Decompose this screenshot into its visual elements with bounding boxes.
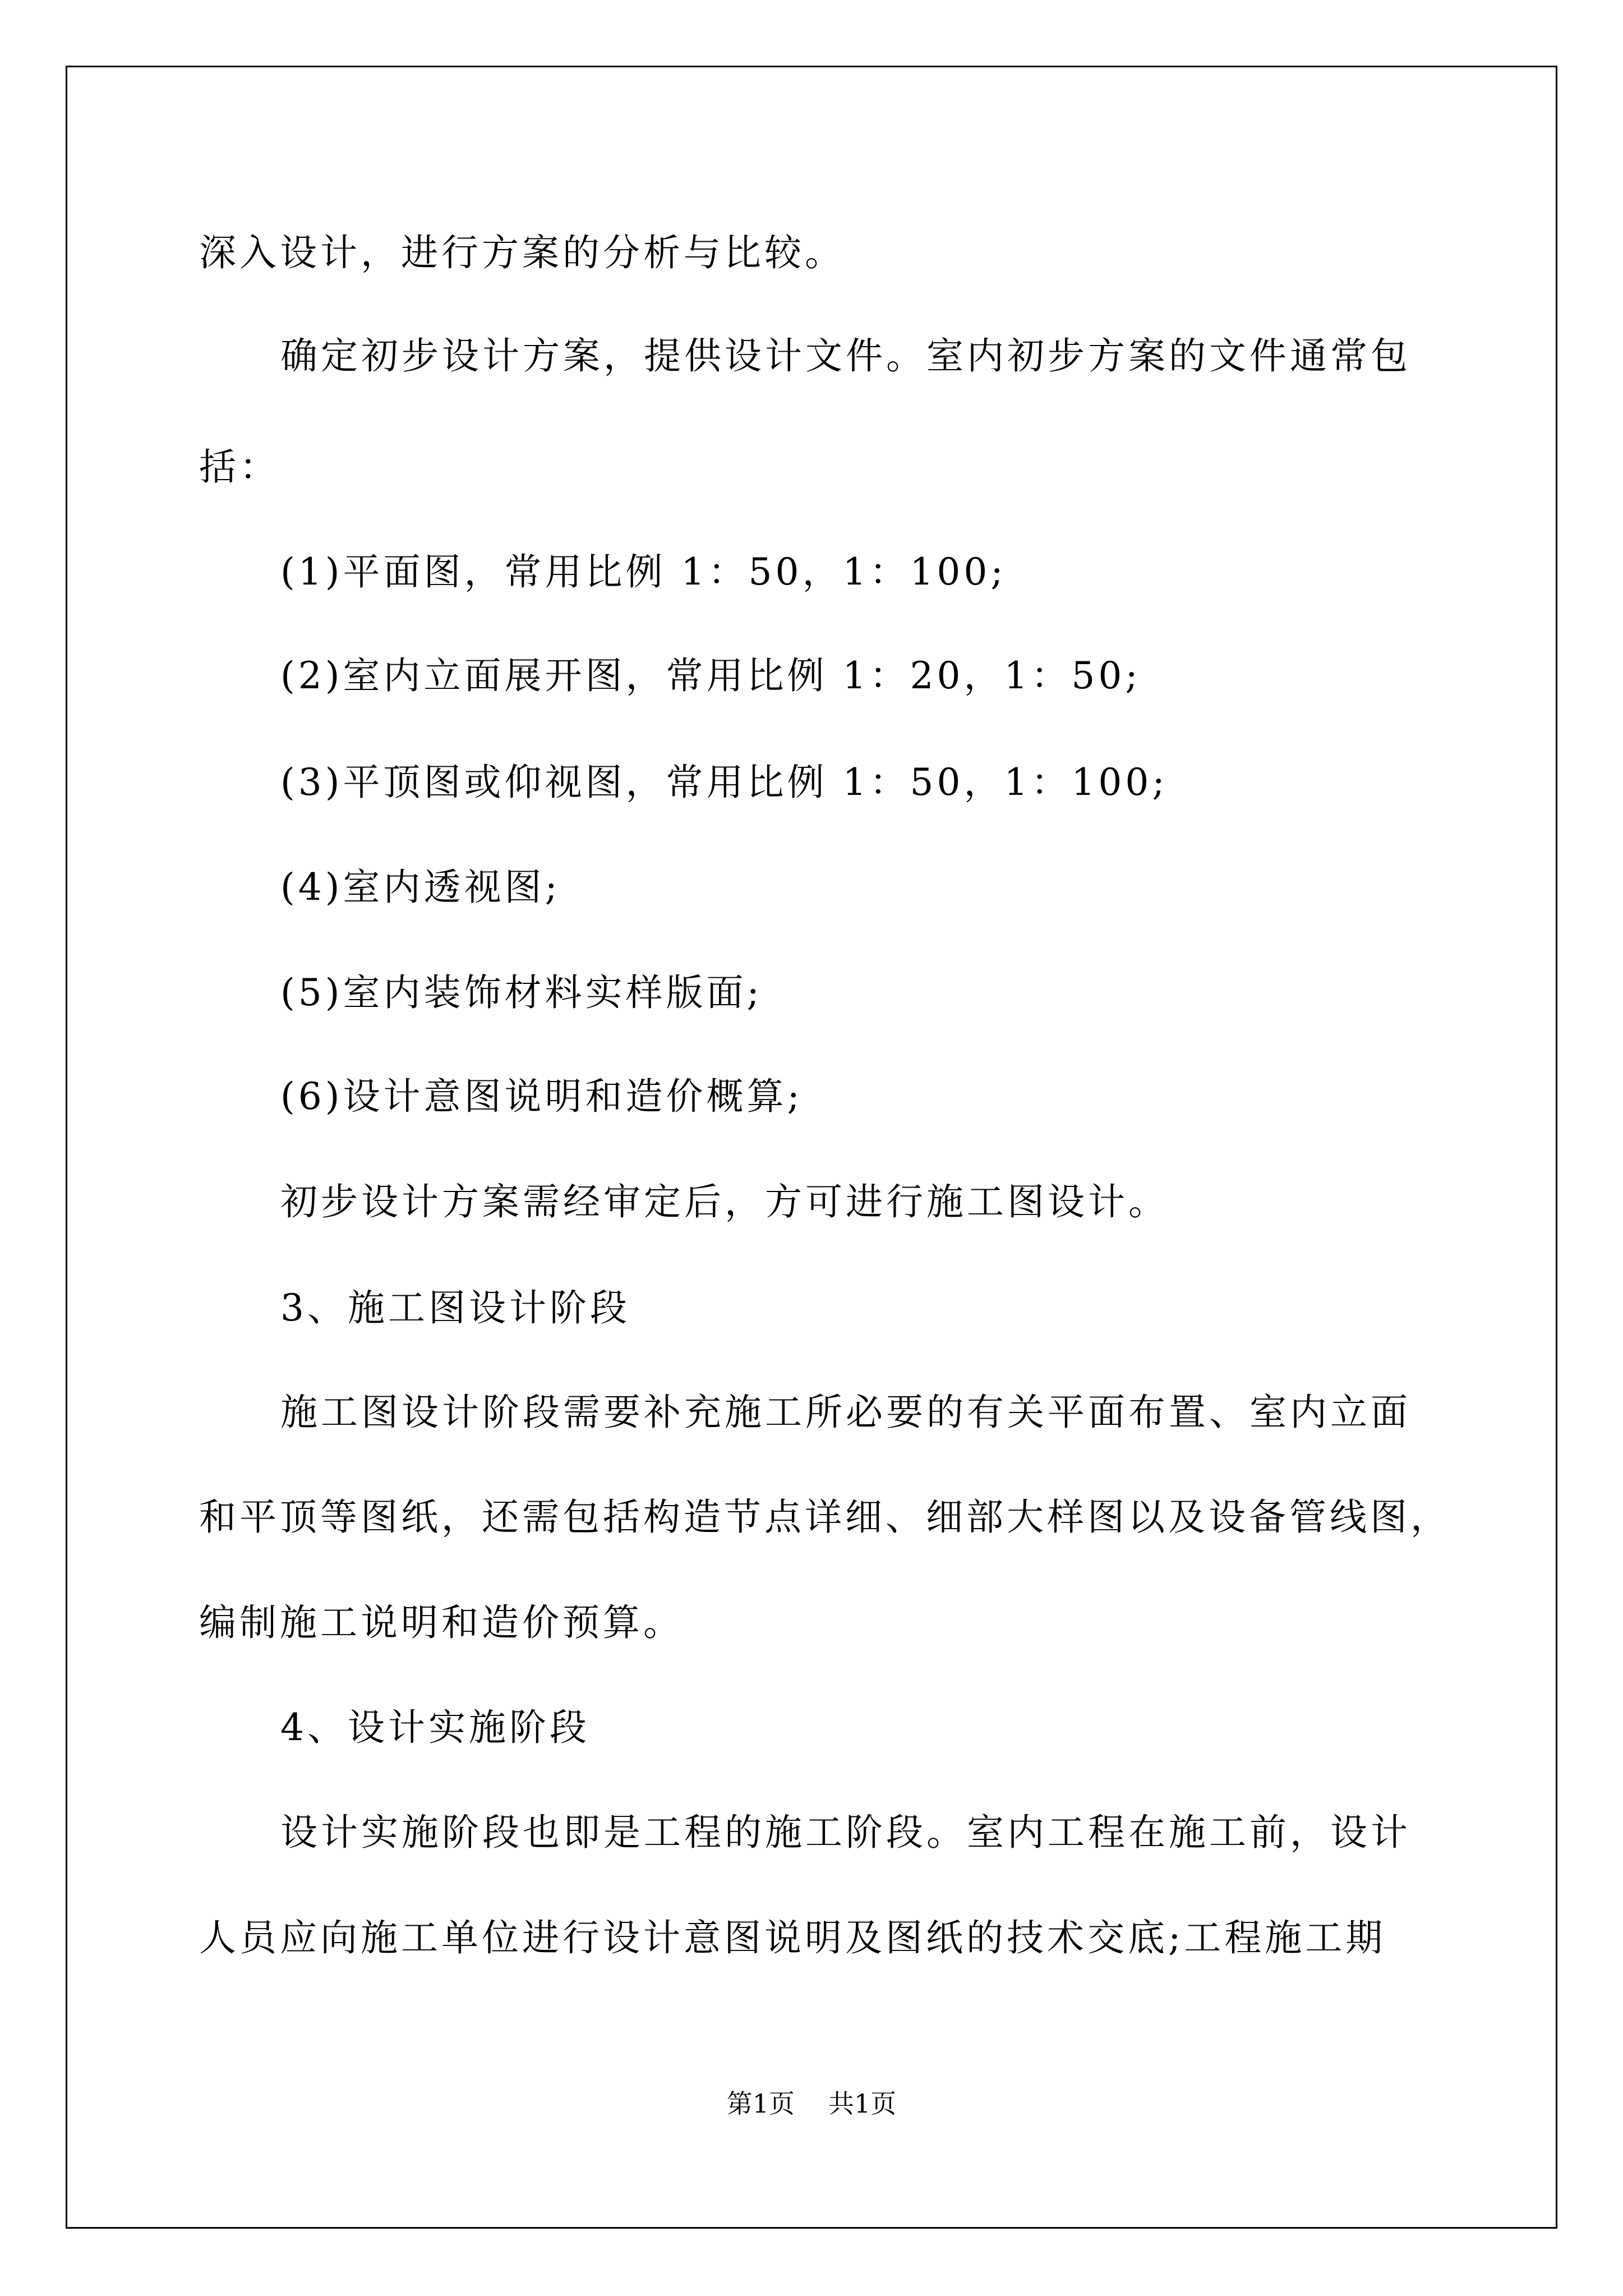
list-item: (1)平面图，常用比例 1：50，1：100; xyxy=(280,550,1007,593)
page-total: 共1页 xyxy=(828,2088,897,2119)
text-line: 设计实施阶段也即是工程的施工阶段。室内工程在施工前，设计 xyxy=(280,1811,1411,1854)
list-item: (5)室内装饰材料实样版面; xyxy=(280,971,763,1014)
text-line: 和平顶等图纸，还需包括构造节点详细、细部大样图以及设备管线图， xyxy=(199,1496,1451,1539)
text-line: 初步设计方案需经审定后，方可进行施工图设计。 xyxy=(280,1180,1169,1223)
list-item: (3)平顶图或仰视图，常用比例 1：50，1：100; xyxy=(280,761,1168,804)
page-border xyxy=(66,66,1557,2229)
page-footer xyxy=(0,2087,1623,2120)
list-item: (2)室内立面展开图，常用比例 1：20，1：50; xyxy=(280,654,1141,697)
text-line: 施工图设计阶段需要补充施工所必要的有关平面布置、室内立面 xyxy=(280,1391,1411,1434)
text-line: 编制施工说明和造价预算。 xyxy=(199,1601,684,1644)
list-item: (4)室内透视图; xyxy=(280,866,561,909)
list-item: (6)设计意图说明和造价概算; xyxy=(280,1075,803,1118)
section-heading: 3、施工图设计阶段 xyxy=(280,1286,630,1329)
text-line: 确定初步设计方案，提供设计文件。室内初步方案的文件通常包 xyxy=(280,334,1411,378)
page-number: 第1页 xyxy=(726,2088,795,2119)
section-heading: 4、设计实施阶段 xyxy=(280,1706,590,1749)
text-line: 深入设计，进行方案的分析与比较。 xyxy=(199,231,845,274)
text-line: 括： xyxy=(199,445,280,489)
text-line: 人员应向施工单位进行设计意图说明及图纸的技术交底;工程施工期 xyxy=(199,1916,1386,1959)
